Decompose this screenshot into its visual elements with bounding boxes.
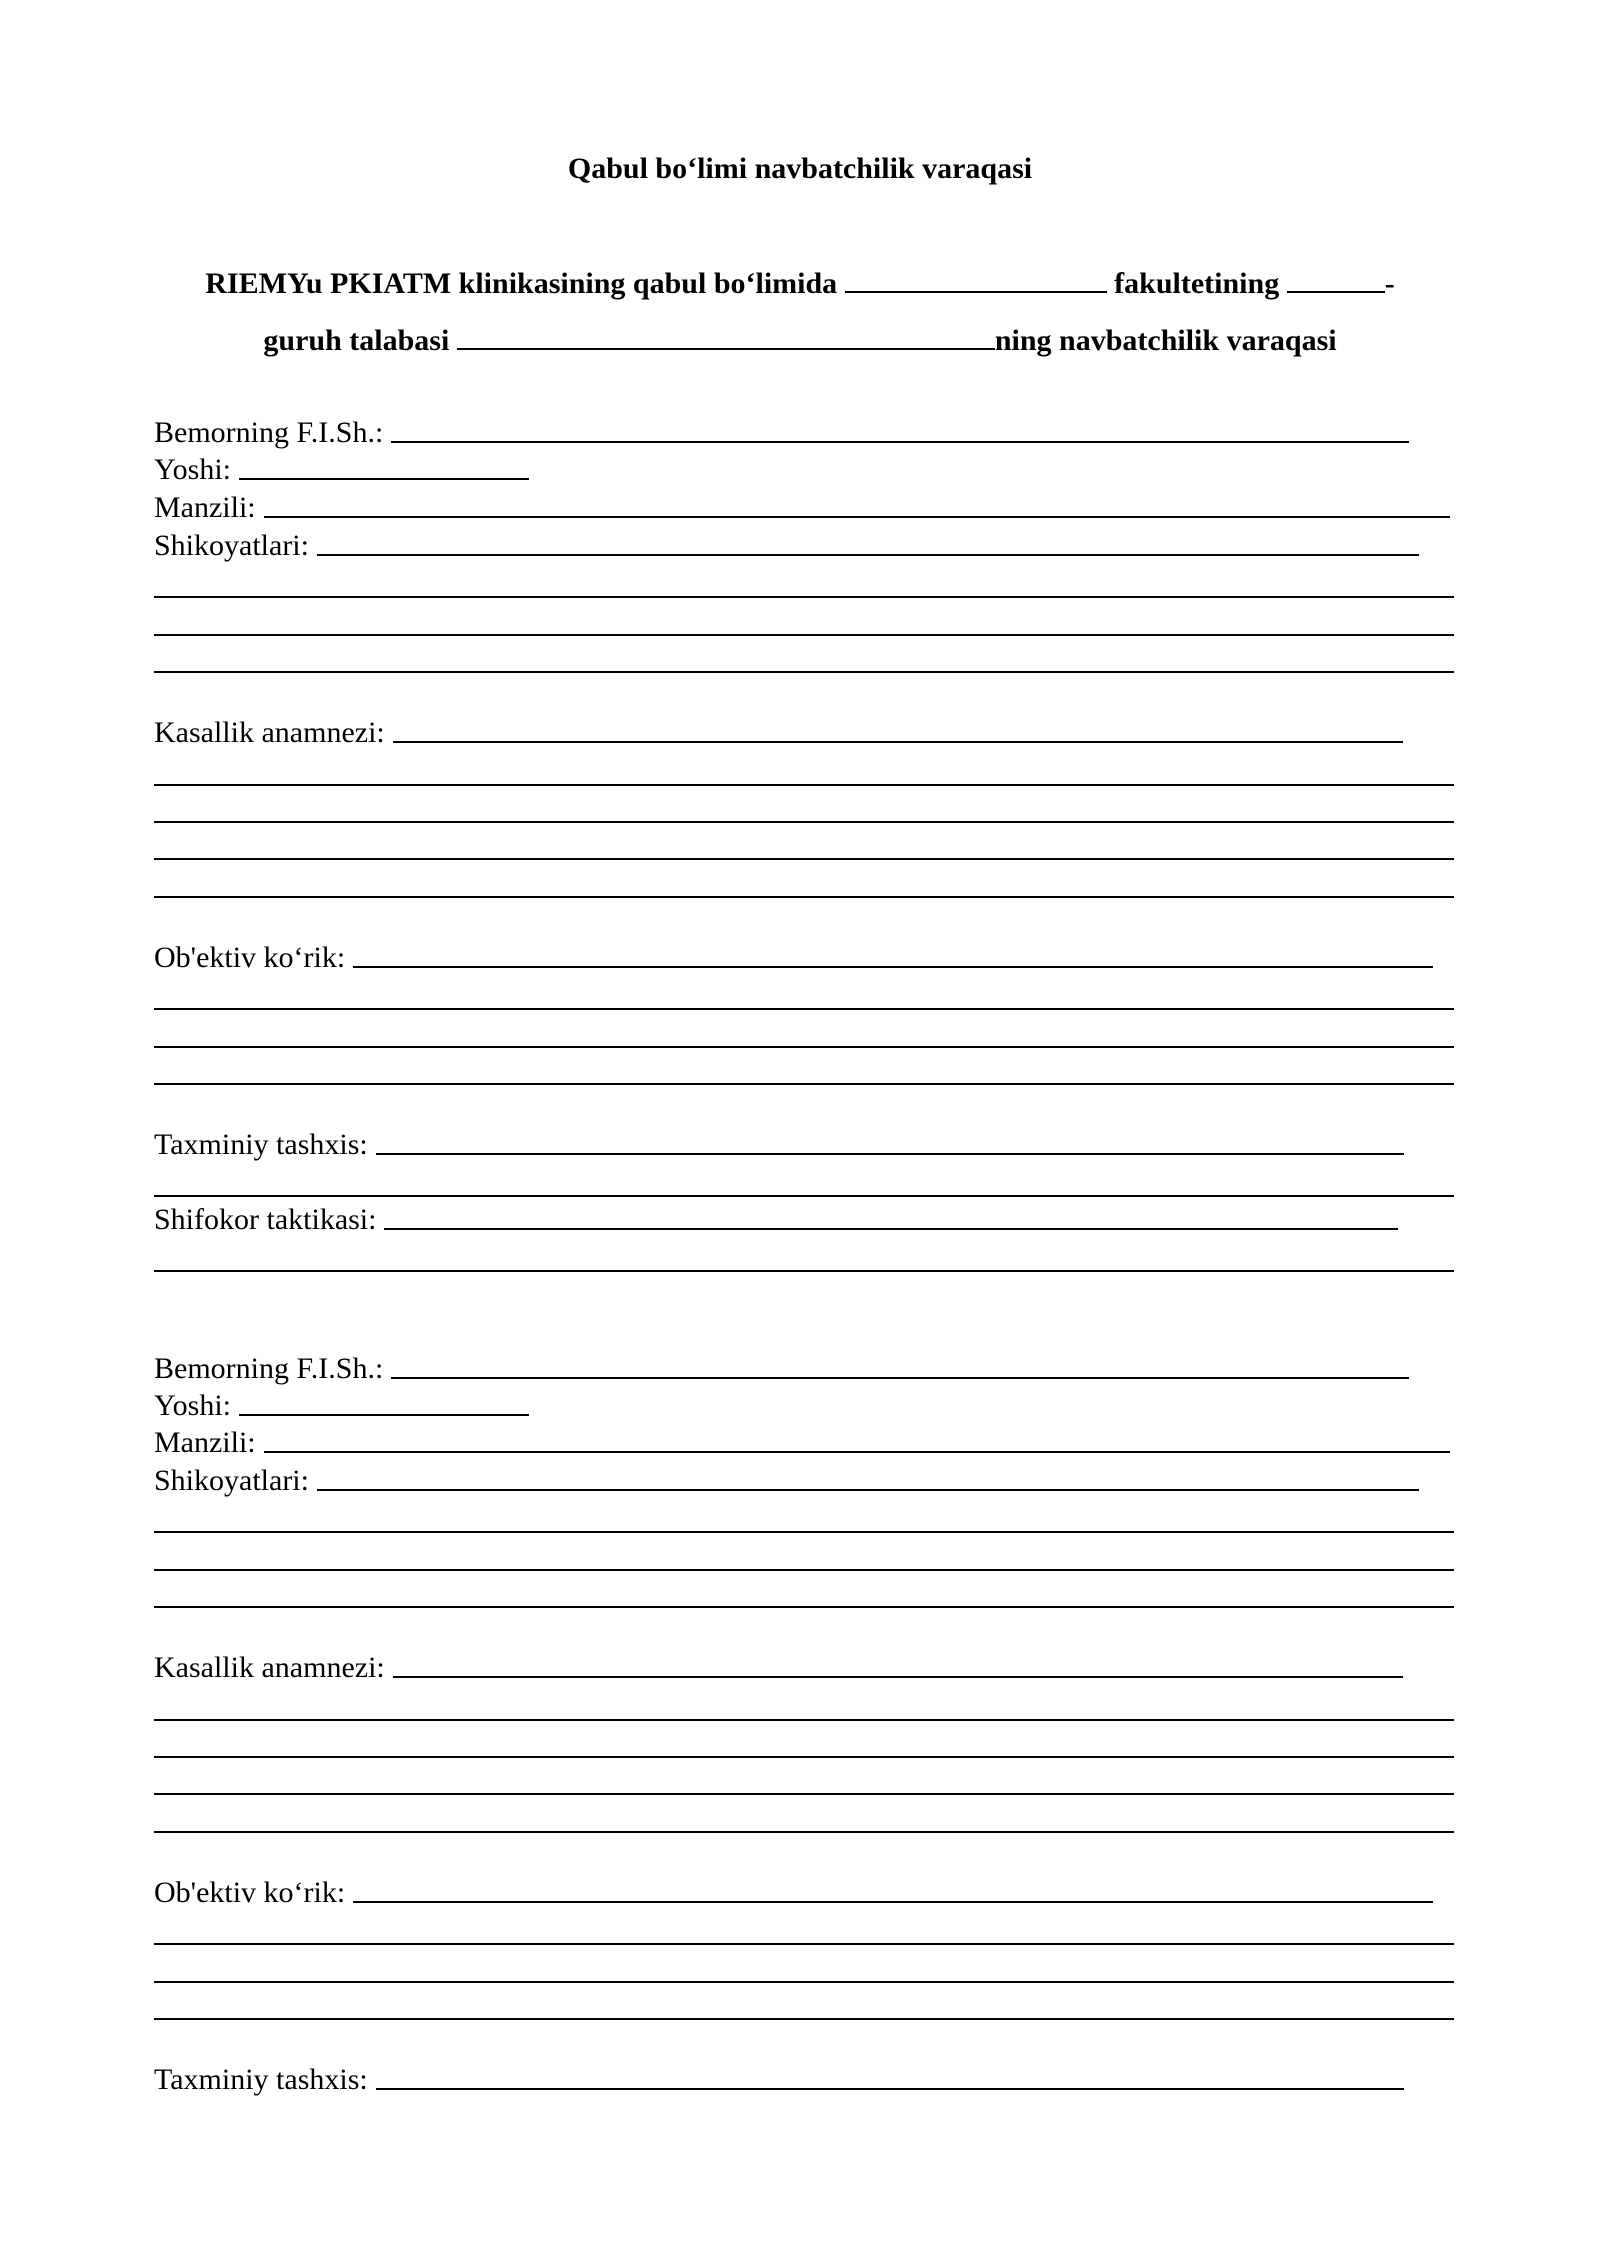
- form1-tactics-field[interactable]: [384, 1227, 1398, 1230]
- form2-exam-row: [154, 1875, 1433, 1911]
- form2-complaints-field[interactable]: [317, 1488, 1419, 1491]
- form2-complaints-line-2[interactable]: [154, 1531, 1454, 1533]
- form1-complaints-line-4[interactable]: [154, 671, 1454, 673]
- form1-address-row: [154, 490, 1450, 526]
- form1-anamnesis-line-3[interactable]: [154, 821, 1454, 823]
- form2-exam-field[interactable]: [353, 1900, 1433, 1903]
- form1-fio-field[interactable]: [391, 440, 1409, 443]
- form1-complaints-label: Shikoyatlari:: [154, 529, 309, 562]
- form2-fio-label: Bemorning F.I.Sh.:: [154, 1352, 384, 1385]
- form2-diagnosis-field[interactable]: [376, 2087, 1404, 2090]
- header-group-text: guruh talabasi: [263, 324, 450, 357]
- form2-diagnosis-row: [154, 2062, 1404, 2098]
- form2-fio-field[interactable]: [391, 1376, 1409, 1379]
- form1-anamnesis-line-5[interactable]: [154, 896, 1454, 898]
- form1-anamnesis-label: Kasallik anamnezi:: [154, 716, 385, 749]
- form1-complaints-line-2[interactable]: [154, 596, 1454, 598]
- form1-anamnesis-line-2[interactable]: [154, 784, 1454, 786]
- form2-anamnesis-field[interactable]: [393, 1675, 1403, 1678]
- form1-fio-label: Bemorning F.I.Sh.:: [154, 416, 384, 449]
- form2-anamnesis-row: [154, 1650, 1403, 1686]
- form1-diagnosis-row: [154, 1127, 1404, 1163]
- form1-fio-row: [154, 415, 1409, 451]
- form1-anamnesis-field[interactable]: [393, 740, 1403, 743]
- form1-tactics-label: Shifokor taktikasi:: [154, 1203, 377, 1236]
- form2-exam-line-3[interactable]: [154, 1981, 1454, 1983]
- form1-anamnesis-line-4[interactable]: [154, 858, 1454, 860]
- form1-address-label: Manzili:: [154, 491, 256, 524]
- header-line-1: [0, 265, 1600, 303]
- header-line-2: [0, 322, 1600, 360]
- form1-exam-label: Ob'ektiv ko‘rik:: [154, 941, 346, 974]
- form2-anamnesis-line-5[interactable]: [154, 1831, 1454, 1833]
- form1-exam-row: [154, 940, 1433, 976]
- form1-exam-field[interactable]: [353, 965, 1433, 968]
- student-name-blank[interactable]: [457, 322, 995, 350]
- form2-complaints-line-3[interactable]: [154, 1569, 1454, 1571]
- form1-complaints-row: [154, 528, 1419, 564]
- form2-complaints-line-4[interactable]: [154, 1606, 1454, 1608]
- form2-anamnesis-line-4[interactable]: [154, 1793, 1454, 1795]
- form2-age-field[interactable]: [239, 1413, 529, 1416]
- form2-address-field[interactable]: [264, 1450, 1450, 1453]
- form2-address-row: [154, 1425, 1450, 1461]
- header-faculty-text: fakultetining: [1114, 267, 1280, 300]
- form1-age-field[interactable]: [239, 477, 529, 480]
- form2-exam-label: Ob'ektiv ko‘rik:: [154, 1876, 346, 1909]
- form1-diagnosis-label: Taxminiy tashxis:: [154, 1128, 368, 1161]
- header-sheet-text: ning navbatchilik varaqasi: [994, 324, 1337, 357]
- form2-exam-line-2[interactable]: [154, 1943, 1454, 1945]
- form1-anamnesis-row: [154, 715, 1403, 751]
- form1-complaints-line-3[interactable]: [154, 634, 1454, 636]
- form2-anamnesis-line-3[interactable]: [154, 1756, 1454, 1758]
- faculty-blank[interactable]: [845, 265, 1107, 293]
- form1-age-row: [154, 452, 529, 488]
- form2-anamnesis-label: Kasallik anamnezi:: [154, 1651, 385, 1684]
- form1-age-label: Yoshi:: [154, 453, 232, 486]
- header-clinic-text: RIEMYu PKIATM klinikasining qabul bo‘limida: [205, 267, 838, 300]
- group-blank[interactable]: [1287, 265, 1385, 293]
- form1-tactics-line-2[interactable]: [154, 1270, 1454, 1272]
- header-dash: -: [1384, 267, 1395, 300]
- form2-anamnesis-line-2[interactable]: [154, 1719, 1454, 1721]
- form1-diagnosis-line-2[interactable]: [154, 1195, 1454, 1197]
- form1-diagnosis-field[interactable]: [376, 1152, 1404, 1155]
- form2-exam-line-4[interactable]: [154, 2018, 1454, 2020]
- form1-exam-line-2[interactable]: [154, 1008, 1454, 1010]
- form1-tactics-row: [154, 1202, 1398, 1238]
- form1-complaints-field[interactable]: [317, 553, 1419, 556]
- form2-age-row: [154, 1388, 529, 1424]
- form1-exam-line-4[interactable]: [154, 1083, 1454, 1085]
- form2-complaints-row: [154, 1463, 1419, 1499]
- form1-address-field[interactable]: [264, 515, 1450, 518]
- page-title: Qabul bo‘limi navbatchilik varaqasi: [567, 152, 1033, 185]
- form1-exam-line-3[interactable]: [154, 1046, 1454, 1048]
- form2-complaints-label: Shikoyatlari:: [154, 1464, 309, 1497]
- form2-address-label: Manzili:: [154, 1426, 256, 1459]
- form2-diagnosis-label: Taxminiy tashxis:: [154, 2063, 368, 2096]
- form2-age-label: Yoshi:: [154, 1389, 232, 1422]
- form2-fio-row: [154, 1351, 1409, 1387]
